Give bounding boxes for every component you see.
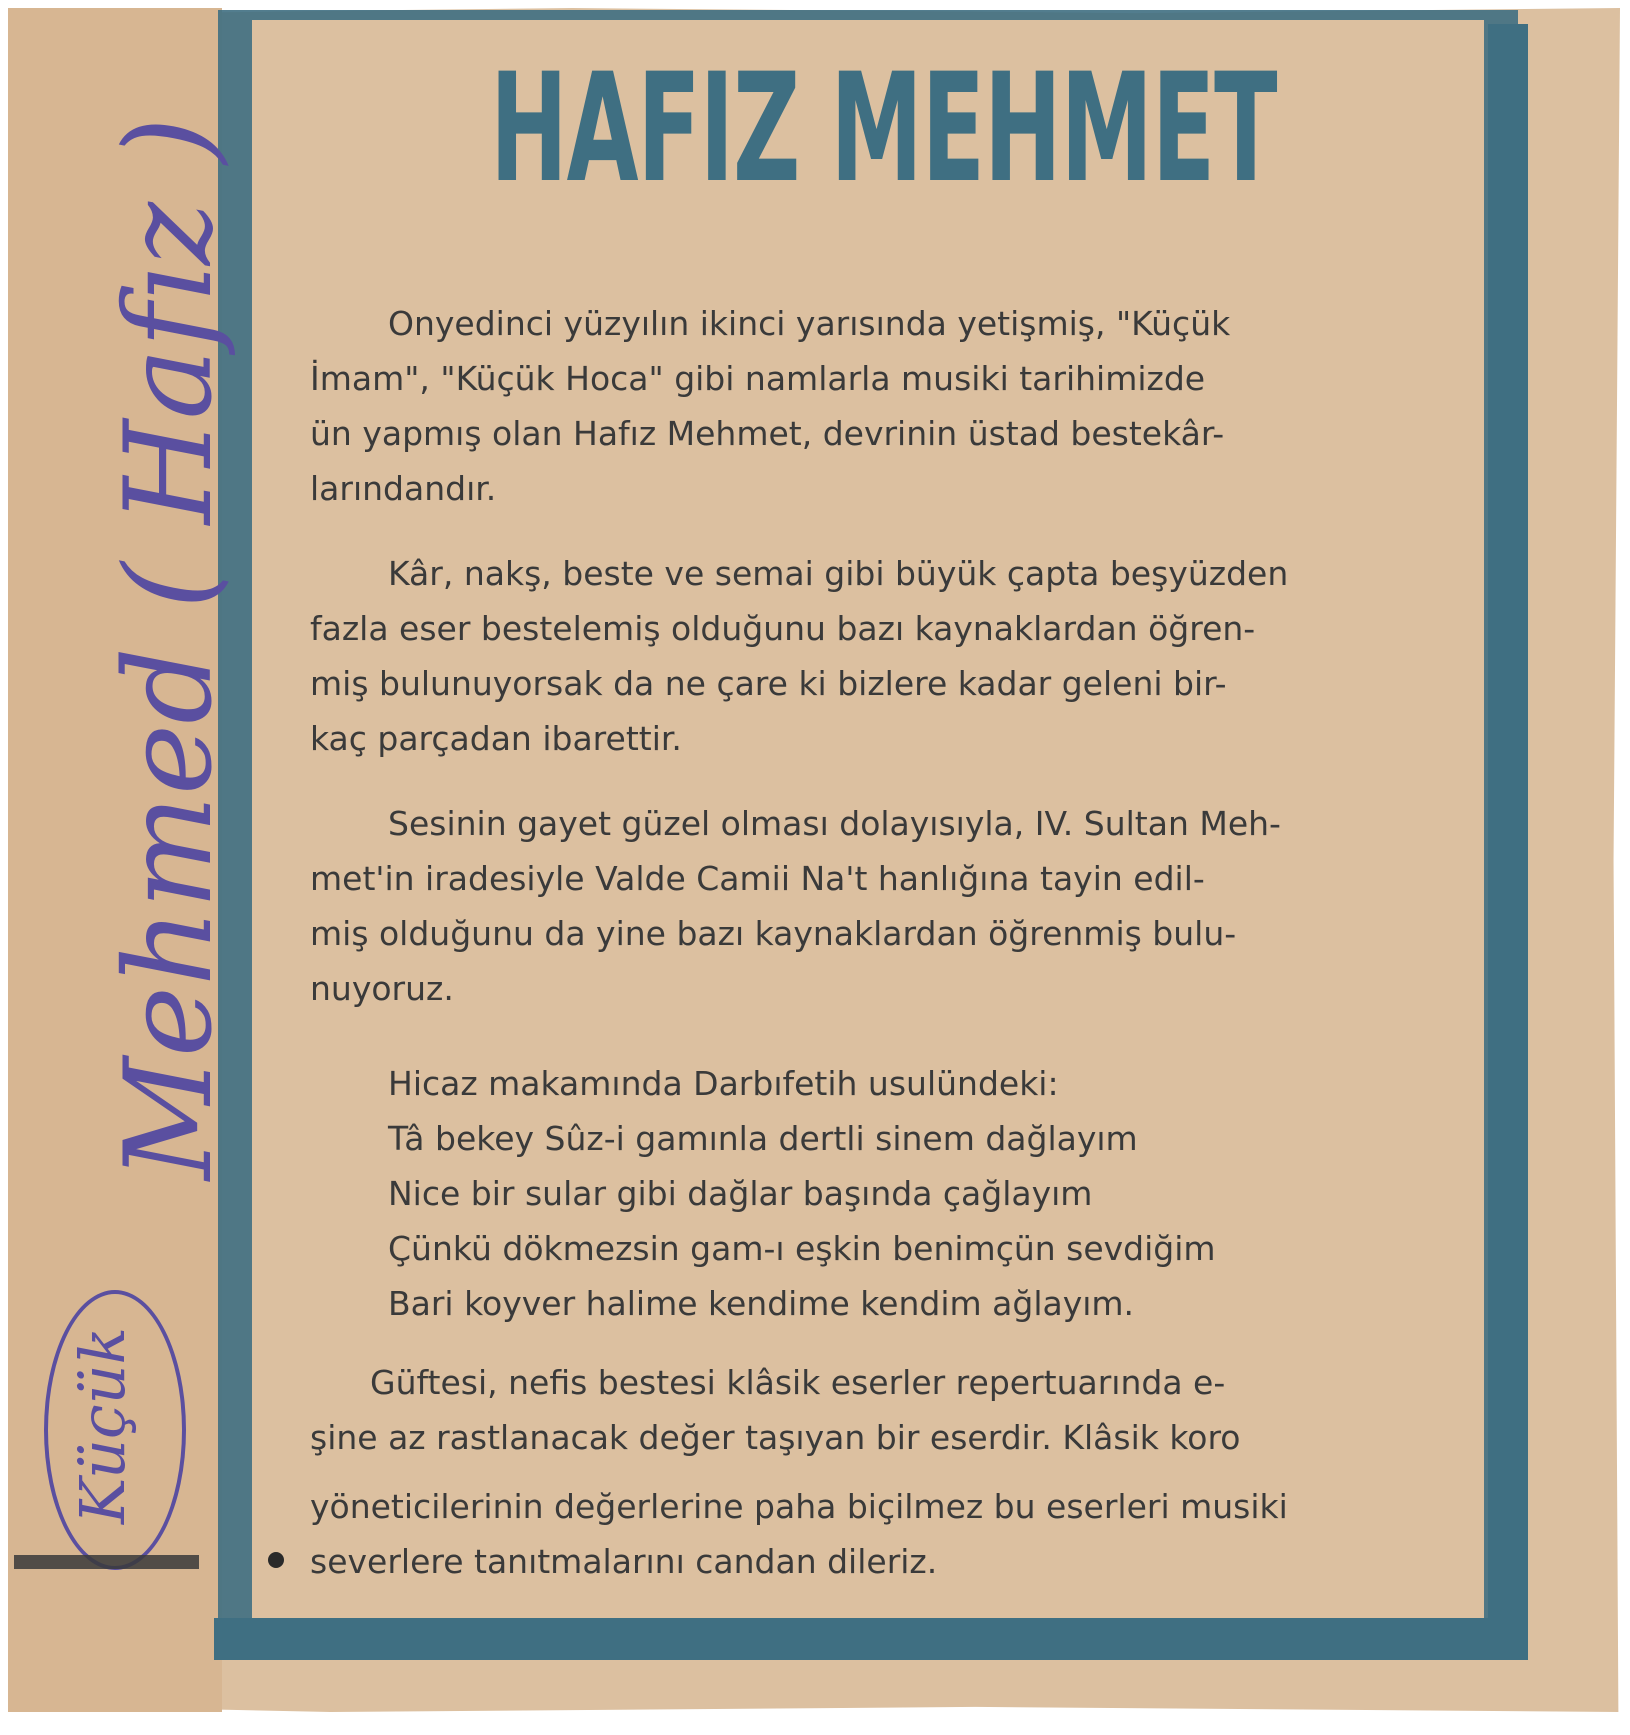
frame-bottom-bar: [214, 1618, 1528, 1660]
paragraph-line: met'in iradesiyle Valde Camii Na't hanlığına tayin edil-: [310, 859, 1205, 898]
paragraph-line: şine az rastlanacak değer taşıyan bir eserdir. Klâsik koro: [310, 1418, 1241, 1457]
paragraph-line: larındandır.: [310, 469, 497, 508]
poem-block: [310, 1056, 1480, 1331]
closing-paragraph: [310, 1355, 1480, 1589]
article-body: [310, 296, 1480, 1589]
paragraph-line: İmam", "Küçük Hoca" gibi namlarla musiki tarihimizde: [310, 359, 1206, 398]
paragraph-line: kaç parçadan ibarettir.: [310, 719, 682, 758]
paragraph-line: yöneticilerinin değerlerine paha biçilmez bu eserleri musiki: [310, 1487, 1288, 1526]
paragraph-line: fazla eser bestelemiş olduğunu bazı kaynaklardan öğren-: [310, 609, 1256, 648]
paragraph-line: Onyedinci yüzyılın ikinci yarısında yetişmiş, "Küçük: [388, 304, 1231, 343]
paragraph-2: [310, 546, 1480, 766]
paragraph-line: ün yapmış olan Hafız Mehmet, devrinin üstad bestekâr-: [310, 414, 1225, 453]
paragraph-line: Sesinin gayet güzel olması dolayısıyla, IV. Sultan Meh-: [388, 804, 1281, 843]
paragraph-3: [310, 796, 1480, 1016]
poem-line: Çünkü dökmezsin gam-ı eşkin benimçün sevdiğim: [388, 1229, 1216, 1268]
poem-line: Nice bir sular gibi dağlar başında çağlayım: [388, 1174, 1093, 1213]
paragraph-line: miş olduğunu da yine bazı kaynaklardan öğrenmiş bulu-: [310, 914, 1237, 953]
poem-line: Hicaz makamında Darbıfetih usulündeki:: [388, 1064, 1059, 1103]
handwritten-stamp-text: Küçük: [66, 1326, 139, 1524]
paragraph-1: [310, 296, 1480, 516]
bullet-dot: [268, 1552, 284, 1568]
paragraph-line: severlere tanıtmalarını candan dileriz.: [310, 1542, 938, 1581]
poem-line: Bari koyver halime kendime kendim ağlayım.: [388, 1284, 1135, 1323]
handwritten-circle: [44, 1290, 186, 1570]
margin-rule: [14, 1555, 199, 1569]
paragraph-line: nuyoruz.: [310, 969, 454, 1008]
frame-right-bar: [1488, 24, 1528, 1660]
handwritten-annotation: [50, 116, 250, 1200]
headline: HAFIZ MEHMET: [490, 42, 1277, 216]
paragraph-line: Güftesi, nefis bestesi klâsik eserler repertuarında e-: [370, 1363, 1226, 1402]
paragraph-line: miş bulunuyorsak da ne çare ki bizlere kadar geleni bir-: [310, 664, 1227, 703]
handwritten-note: Mehmed ( Hafız ): [100, 116, 239, 1180]
paragraph-line: Kâr, nakş, beste ve semai gibi büyük çapta beşyüzden: [388, 554, 1289, 593]
poem-line: Tâ bekey Sûz-i gamınla dertli sinem dağlayım: [388, 1119, 1138, 1158]
